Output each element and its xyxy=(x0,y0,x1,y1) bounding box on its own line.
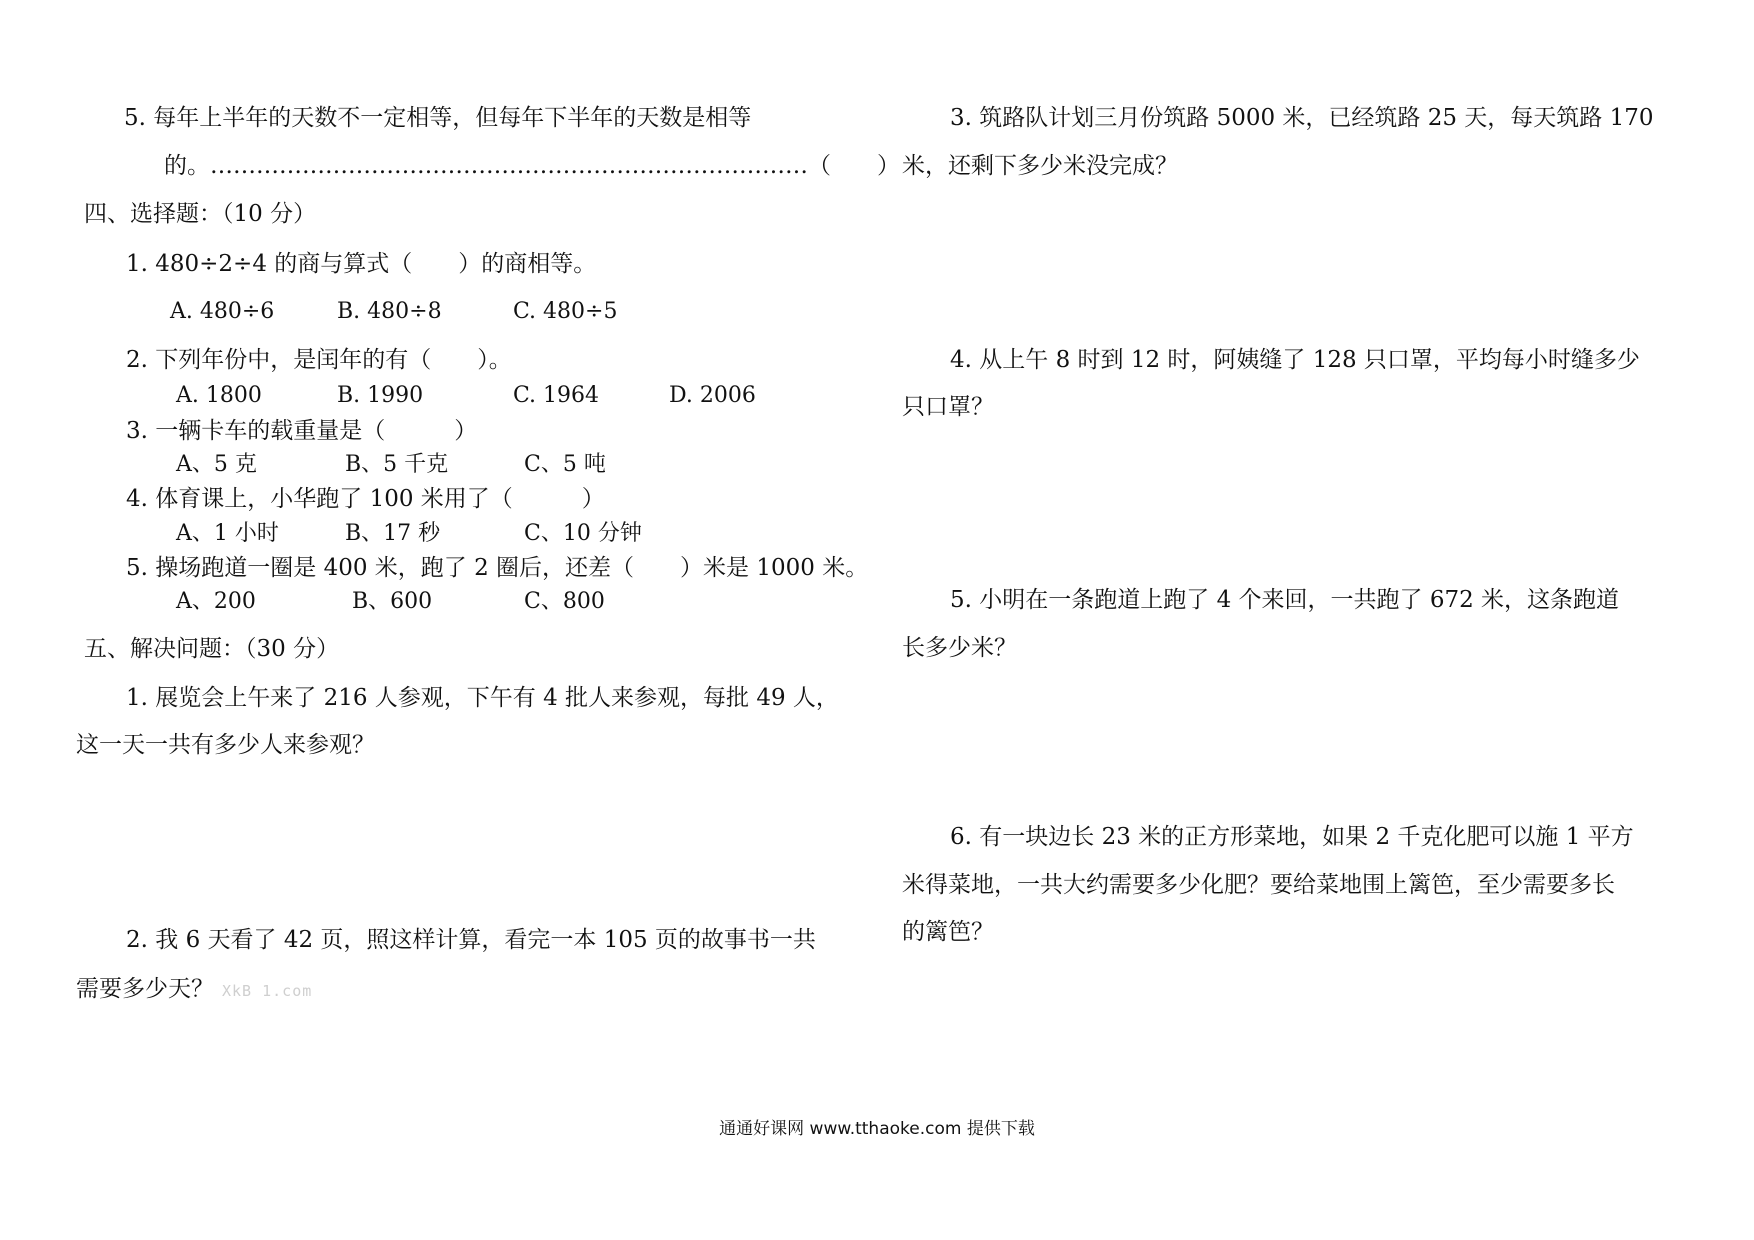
choice-2-option-a: A. 1800 xyxy=(176,383,262,408)
choice-2-option-d: D. 2006 xyxy=(669,383,756,408)
choice-2-option-c: C. 1964 xyxy=(513,383,600,408)
choice-4-option-a: A、1 小时 xyxy=(176,521,279,546)
choice-3-option-b: B、5 千克 xyxy=(345,452,449,477)
problem-4-line2: 只口罩？ xyxy=(902,394,994,420)
choice-1-option-a: A. 480÷6 xyxy=(170,299,275,324)
tf-question-5-line2: 的。……………………………………………………………………（ ） xyxy=(164,153,900,179)
problem-6-line1: 6. 有一块边长 23 米的正方形菜地，如果 2 千克化肥可以施 1 平方 xyxy=(950,824,1634,850)
choice-4-option-c: C、10 分钟 xyxy=(524,521,642,546)
choice-5-option-c: C、800 xyxy=(524,589,605,614)
choice-question-4: 4. 体育课上，小华跑了 100 米用了（ ） xyxy=(126,486,605,512)
choice-1-option-b: B. 480÷8 xyxy=(337,299,442,324)
problem-2-line2-text: 需要多少天？ xyxy=(76,976,214,1002)
choice-question-3: 3. 一辆卡车的载重量是（ ） xyxy=(126,418,478,444)
choice-3-option-c: C、5 吨 xyxy=(524,452,606,477)
section-5-title: 五、解决问题：（30 分） xyxy=(84,636,340,662)
choice-4-option-b: B、17 秒 xyxy=(345,521,441,546)
problem-4-line1: 4. 从上午 8 时到 12 时，阿姨缝了 128 只口罩，平均每小时缝多少 xyxy=(950,347,1640,373)
problem-2-line1: 2. 我 6 天看了 42 页，照这样计算，看完一本 105 页的故事书一共 xyxy=(126,927,816,953)
choice-2-option-b: B. 1990 xyxy=(337,383,424,408)
choice-3-option-a: A、5 克 xyxy=(176,452,257,477)
section-4-title: 四、选择题：（10 分） xyxy=(84,201,317,227)
footer-credit: 通通好课网 www.tthaoke.com 提供下载 xyxy=(719,1119,1035,1139)
problem-6-line2: 米得菜地，一共大约需要多少化肥？要给菜地围上篱笆，至少需要多长 xyxy=(902,872,1615,898)
choice-question-5: 5. 操场跑道一圈是 400 米，跑了 2 圈后，还差（ ）米是 1000 米。 xyxy=(126,555,869,581)
problem-3-line2: 米，还剩下多少米没完成？ xyxy=(902,153,1178,179)
watermark-text: XkB 1.com xyxy=(222,982,313,1000)
choice-5-option-a: A、200 xyxy=(176,589,256,614)
problem-5-line1: 5. 小明在一条跑道上跑了 4 个来回，一共跑了 672 米，这条跑道 xyxy=(950,587,1620,613)
choice-question-2: 2. 下列年份中，是闰年的有（ ）。 xyxy=(126,347,512,373)
problem-1-line1: 1. 展览会上午来了 216 人参观，下午有 4 批人来参观，每批 49 人， xyxy=(126,685,839,711)
choice-question-1: 1. 480÷2÷4 的商与算式（ ）的商相等。 xyxy=(126,251,597,277)
problem-2-line2 xyxy=(76,974,312,1006)
problem-3-line1: 3. 筑路队计划三月份筑路 5000 米，已经筑路 25 天，每天筑路 170 xyxy=(950,105,1654,131)
choice-1-option-c: C. 480÷5 xyxy=(513,299,618,324)
tf-question-5-line1: 5. 每年上半年的天数不一定相等，但每年下半年的天数是相等 xyxy=(124,105,752,131)
problem-6-line3: 的篱笆？ xyxy=(902,919,994,945)
problem-1-line2: 这一天一共有多少人来参观？ xyxy=(76,732,375,758)
choice-5-option-b: B、600 xyxy=(352,589,433,614)
problem-5-line2: 长多少米？ xyxy=(902,635,1017,661)
